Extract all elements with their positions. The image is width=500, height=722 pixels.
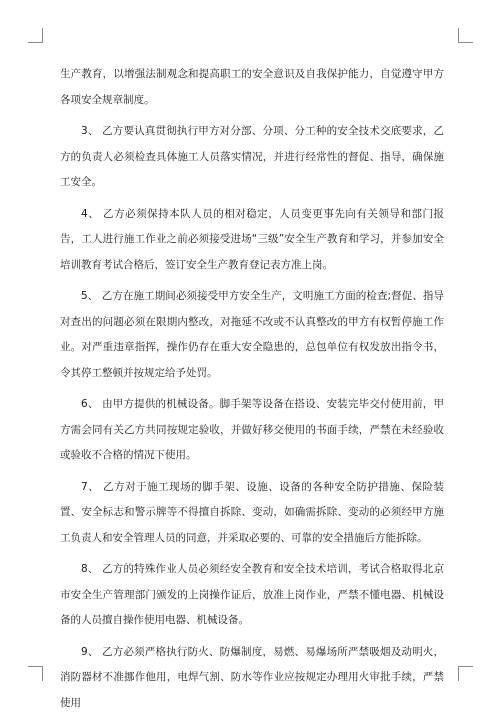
crop-mark-top-right	[458, 28, 473, 43]
paragraph-item-7: 7、 乙方对于施工现场的脚手架、设施、设备的各种安全防护措施、保险装置、安全标志和警示牌等不得擅自拆除、变动，如确需拆除、变动的必须经甲方施工负责人和安全管理人员的同意，并采取必要的、可靠的安全措施后方能拆除。	[60, 480, 444, 544]
paragraph-item-8: 8、 乙方的特殊作业人员必须经安全教育和安全技术培训，考试合格取得北京市安全生产管理部门颁发的上岗操作证后，放准上岗作业，严禁不懂电器、机械设备的人员擅自操作使用电器、机械设备。	[60, 563, 444, 626]
paragraph-item-5: 5、 乙方在施工期间必须接受甲方安全生产，文明施工方面的检查;督促、指导对查出的问题必须在限期内整改，对拖延不改或不认真整改的甲方有权暂停施工作业。对严重违章指挥，操作仍存在重大安全隐患的，总包单位有权发放出指令书，令其停工整顿并按规定给予处罚。	[60, 290, 444, 379]
paragraph-item-9: 9、 乙方必须严格执行防火、防爆制度，易燃、易爆场所严禁吸烟及动明火，消防器材不准挪作他用，电焊气割、防水等作业应按规定办理用火审批手续，严禁使用	[60, 645, 444, 709]
crop-mark-bottom-left	[28, 666, 43, 681]
document-body	[60, 62, 444, 722]
crop-mark-bottom-right	[458, 666, 473, 681]
crop-mark-top-left	[28, 28, 43, 43]
paragraph-item-3: 3、 乙方要认真贯彻执行甲方对分部、分项、分工种的安全技术交底要求，乙方的负责人必须检查具体施工人员落实情况，并进行经常性的督促、指导，确保施工安全。	[60, 125, 444, 188]
paragraph-item-4: 4、 乙方必须保持本队人员的相对稳定，人员变更事先向有关领导和部门报告，工人进行施工作业之前必须接受进场“三级”安全生产教育和学习，并参加安全培训教育考试合格后，签订安全生产教育登记表方准上岗。	[60, 207, 444, 271]
paragraph-item-6: 6、 由甲方提供的机械设备。脚手架等设备在搭设、安装完毕交付使用前，甲方需会同有关乙方共同按规定验收，并做好移交使用的书面手续，严禁在未经验收或验收不合格的情况下使用。	[60, 398, 444, 461]
paragraph-continuation: 生产教育，以增强法制观念和提高职工的安全意识及自我保护能力，自觉遵守甲方各项安全规章制度。	[60, 68, 444, 106]
